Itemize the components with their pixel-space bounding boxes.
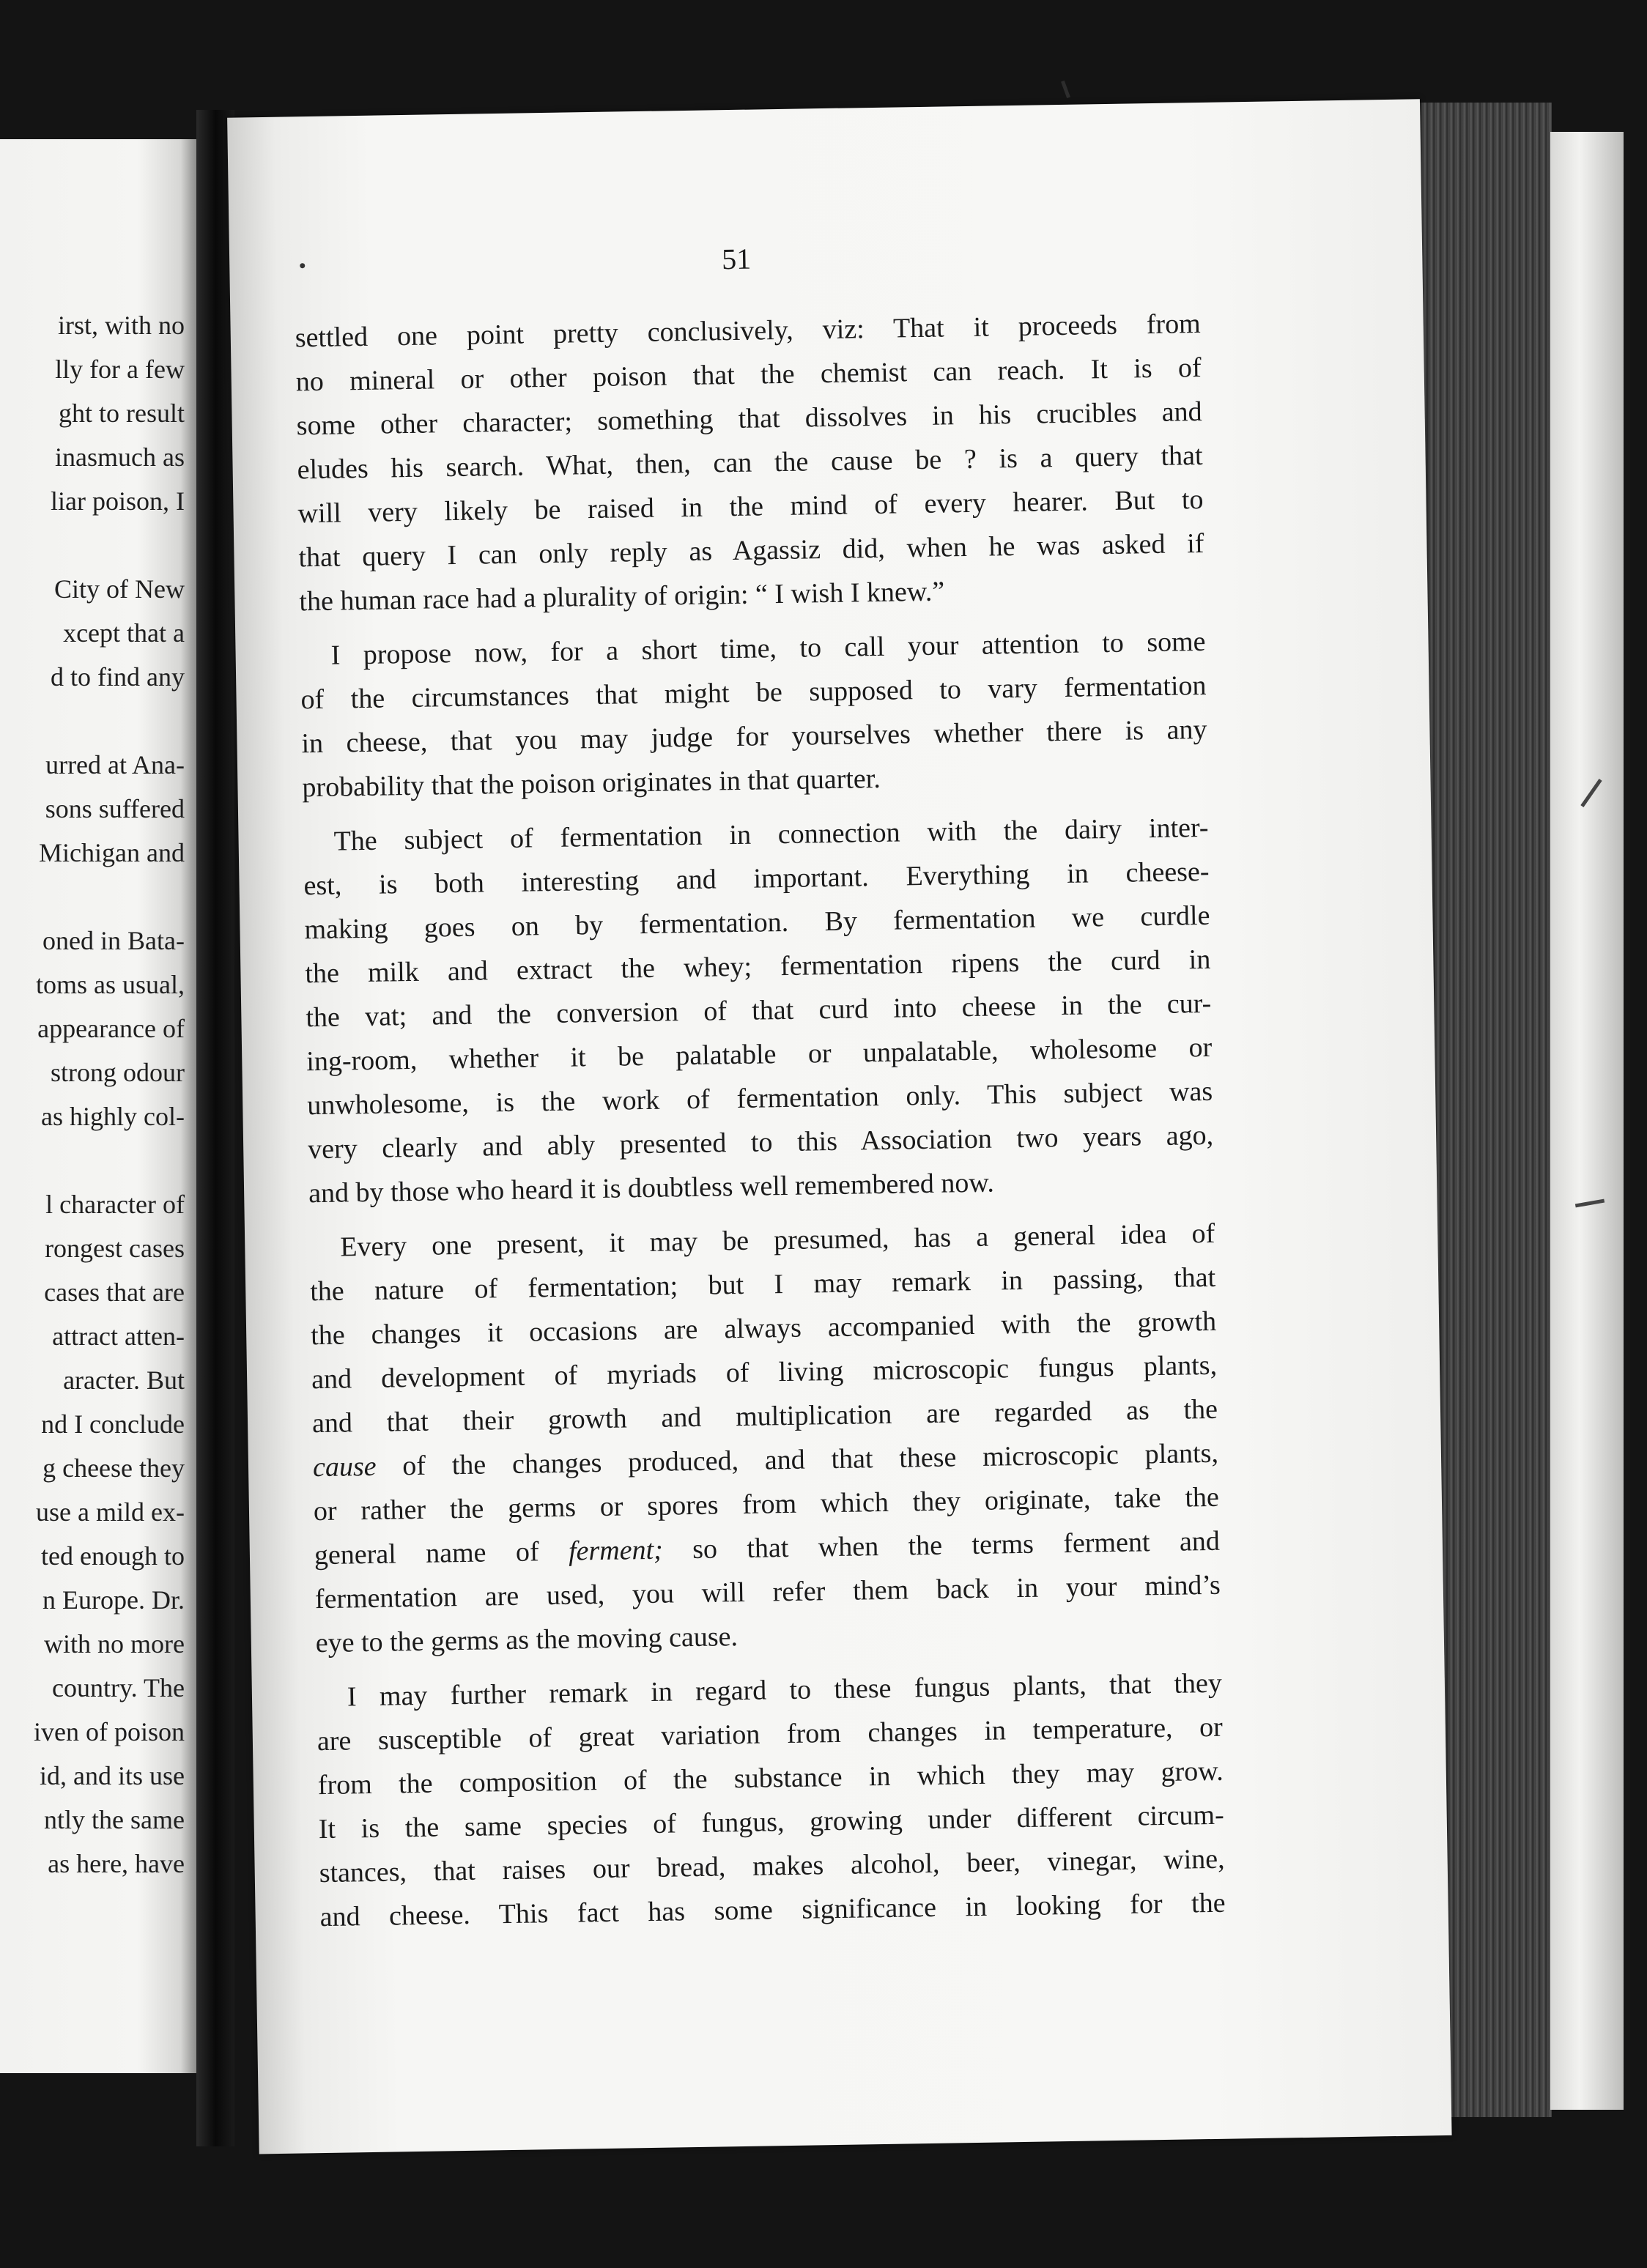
facing-line: l character of (45, 1190, 185, 1219)
text-run: general name of (314, 1535, 569, 1571)
facing-line: ght to result (59, 399, 185, 428)
facing-line: aracter. But (63, 1365, 185, 1395)
text-line: some other character; something that dissolves in his crucibles and (296, 396, 1202, 442)
facing-line: as here, have (48, 1849, 185, 1878)
facing-line: attract atten- (52, 1322, 185, 1351)
text-line: probability that the poison originates in that quarter. (302, 763, 881, 804)
facing-line: strong odour (51, 1058, 185, 1087)
text-line: Every one present, it may be presumed, has a general idea of (340, 1218, 1215, 1263)
text-line: and cheese. This fact has some significance in looking for the (319, 1887, 1226, 1933)
text-line: or rather the germs or spores from which they originate, take the (313, 1481, 1220, 1527)
facing-line: irst, with no (57, 311, 185, 340)
text-line: I may further remark in regard to these fungus plants, that they (347, 1667, 1223, 1713)
facing-line: nd I conclude (41, 1409, 185, 1439)
facing-page-left (0, 139, 196, 2073)
facing-line (0, 875, 185, 919)
text-line: the milk and extract the whey; fermentation ripens the curd in (305, 944, 1211, 990)
paragraph (295, 302, 1204, 623)
facing-line: with no more (44, 1629, 185, 1659)
text-line: in cheese, that you may judge for yourselves whether there is any (301, 714, 1207, 760)
text-line: fermentation are used, you will refer them back in your mind’s (314, 1569, 1221, 1615)
text-line: will very likely be raised in the mind of every hearer. But to (297, 483, 1204, 530)
text-line: It is the same species of fungus, growing under different circum- (318, 1799, 1224, 1845)
text-line: the human race had a plurality of origin: “ I wish I knew.” (299, 576, 945, 618)
text-line: I propose now, for a short time, to call your attention to some (330, 626, 1206, 671)
paragraph (317, 1661, 1226, 1939)
facing-line: country. The (52, 1673, 185, 1702)
facing-line: sons suffered (45, 794, 185, 823)
text-line: settled one point pretty conclusively, viz: That it proceeds from (295, 308, 1202, 354)
text-line: very clearly and ably presented to this Association two years ago, (307, 1119, 1214, 1166)
facing-line (0, 1138, 185, 1182)
text-line: that query I can only reply as Agassiz did, when he was asked if (298, 527, 1204, 574)
text-line: from the composition of the substance in which they may grow. (317, 1755, 1224, 1801)
text-line: of the circumstances that might be supposed to vary fermentation (300, 670, 1207, 716)
facing-line: Michigan and (39, 838, 185, 867)
text-line: The subject of fermentation in connection with the dairy inter- (333, 812, 1209, 857)
text-line: are susceptible of great variation from changes in temperature, or (317, 1711, 1224, 1757)
book-gutter (196, 110, 234, 2146)
paragraph (309, 1212, 1221, 1665)
page-body (295, 302, 1226, 1939)
text-line: stances, that raises our bread, makes alcohol, beer, vinegar, wine, (319, 1843, 1225, 1889)
facing-line: urred at Ana- (45, 750, 185, 779)
facing-line: as highly col- (41, 1102, 185, 1131)
text-line: and development of myriads of living microscopic fungus plants, (311, 1349, 1218, 1396)
paragraph (303, 806, 1214, 1215)
facing-line: id, and its use (40, 1761, 185, 1790)
text-line: no mineral or other poison that the chemist can reach. It is of (295, 352, 1202, 398)
italic-word: ferment; (568, 1534, 664, 1567)
text-line: unwholesome, is the work of fermentation only. This subject was (306, 1075, 1213, 1122)
text-line: est, is both interesting and important. Everything in cheese- (303, 856, 1210, 902)
text-line: the changes it occasions are always accompanied with the growth (310, 1305, 1217, 1352)
text-line: the vat; and the conversion of that curd into cheese in the cur- (306, 987, 1212, 1034)
italic-word: cause (312, 1450, 377, 1483)
text-run: of the changes produced, and that these microscopic plants, (376, 1437, 1219, 1482)
facing-line (0, 523, 185, 567)
facing-line: cases that are (44, 1278, 185, 1307)
facing-line: rongest cases (45, 1234, 185, 1263)
facing-line: oned in Bata- (42, 926, 185, 955)
facing-line: iven of poison (34, 1717, 185, 1746)
text-line: and by those who heard it is doubtless well remembered now. (308, 1167, 995, 1209)
facing-line: xcept that a (63, 618, 185, 648)
book-cover-edge (1550, 132, 1624, 2110)
paragraph (300, 620, 1208, 809)
facing-line: liar poison, I (51, 486, 185, 516)
facing-line: n Europe. Dr. (42, 1585, 185, 1615)
text-line: and that their growth and multiplication are regarded as the (311, 1393, 1218, 1439)
text-run: so that when the terms ferment and (662, 1525, 1221, 1565)
facing-line: lly for a few (55, 355, 185, 384)
facing-line: ntly the same (44, 1805, 185, 1834)
facing-line: d to find any (51, 662, 185, 692)
facing-line (0, 699, 185, 743)
facing-line: inasmuch as (55, 442, 185, 472)
facing-line: ted enough to (41, 1541, 185, 1571)
main-page (227, 99, 1451, 2154)
text-line: eludes his search. What, then, can the cause be ? is a query that (297, 440, 1203, 486)
text-line: making goes on by fermentation. By fermentation we curdle (304, 900, 1210, 946)
facing-line: use a mild ex- (36, 1497, 185, 1527)
facing-line: g cheese they (42, 1453, 185, 1483)
facing-page-text (0, 303, 185, 1886)
text-line: ing-room, whether it be palatable or unpalatable, wholesome or (306, 1031, 1213, 1078)
text-line: the nature of fermentation; but I may remark in passing, that (309, 1261, 1216, 1308)
facing-line: City of New (54, 574, 185, 604)
page-number: 51 (721, 242, 752, 276)
text-line: eye to the germs as the moving cause. (315, 1621, 739, 1659)
scan-mark (1061, 81, 1070, 98)
facing-line: appearance of (37, 1014, 185, 1043)
ink-dot (300, 263, 305, 268)
facing-line: toms as usual, (36, 970, 185, 999)
